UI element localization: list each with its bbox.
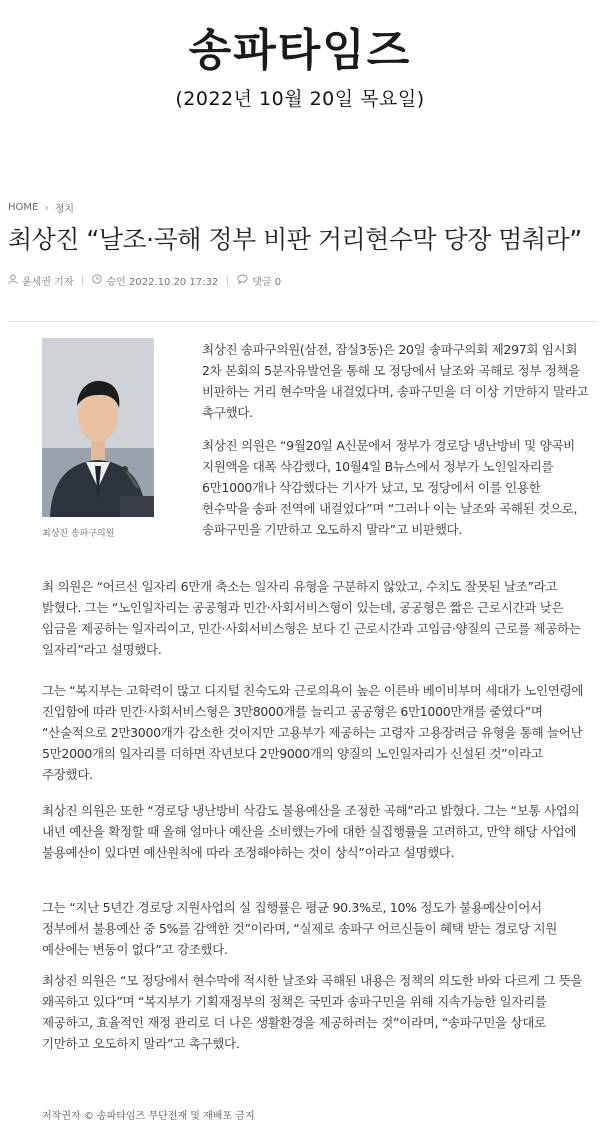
article-paragraph: 그는 “지난 5년간 경로당 지원사업의 실 집행률은 평균 90.3%로, 10% 정도가 불용예산이어서 정부에서 불용예산 중 5%를 감액한 것”이라며, “실제로 송파구 어르신들이 혜택 받는 경로당 지원 예산에는 변동이 없다”고 강조했다. [42,900,558,957]
article-photo [42,338,154,517]
approved-info [92,273,218,288]
article-paragraph: 최 의원은 “어르신 일자리 6만개 축소는 일자리 유형을 구분하지 않았고, 수치도 잘못된 날조”라고 밝혔다. 그는 “노인일자리는 공공형과 민간·사회서비스형이 있는데, 공공형은 짧은 근로시간과 낮은 임금을 제공하는 일자리이고, 민간·사회서비스형은 보다 긴 근로시간과 고임금·양질의 근로를 제공하는 일자리”라고 설명했다. [42,579,581,657]
breadcrumb-home[interactable]: HOME [8,202,39,213]
comment-icon [237,274,248,287]
breadcrumb-section[interactable]: 정치 [54,204,75,215]
article-paragraph: 최상진 의원은 “모 정당에서 현수막에 적시한 날조와 곡해된 내용은 정책의 의도한 바와 다르게 그 뜻을 왜곡하고 있다”며 “복지부가 기획재정부의 정책은 국민과 송파구민을 위해 지속가능한 일자리를 제공하고, 효율적인 재정 관리로 더 나은 생활환경을 제공하려는 것”이라며, “송파구민을 상대로 기만하고 오도하지 말라”고 촉구했다. [42,973,583,1051]
article-headline: 최상진 “날조·곡해 정부 비판 거리현수막 당장 멈춰라” [8,225,582,254]
comment-count[interactable]: 댓글 0 [252,277,282,288]
breadcrumb [8,200,74,215]
person-portrait-illustration [42,338,154,517]
copyright-notice: 저작권자 © 송파타임즈 무단전재 및 재배포 금지 [42,1111,255,1122]
meta-divider [82,276,83,286]
masthead [0,0,600,110]
article-paragraph: 최상진 송파구의원(삼전, 잠실3동)은 20일 송파구의회 제297회 임시회 2차 본회의 5분자유발언을 통해 모 정당에서 날조와 곡해로 정부 정책을 비판하는 거리 현수막을 내걸었다며, 송파구민을 더 이상 기만하지 말라고 촉구했다. [202,342,589,420]
approved-time: 승인 2022.10.20 17:32 [106,277,219,288]
clock-icon [92,274,102,287]
photo-caption: 최상진 송파구의원 [42,529,115,539]
comments-info[interactable] [237,273,281,288]
user-icon [8,274,18,287]
issue-date: (2022년 10월 20일 목요일) [175,88,425,110]
article-paragraph: 최상진 의원은 또한 “경로당 냉난방비 삭감도 불용예산을 조정한 곡해”라고 밝혔다. 그는 “보통 사업의 내년 예산을 확정할 때 올해 얼마나 예산을 소비했는가에 대한 실집행률을 고려하고, 만약 해당 사업에 불용예산이 있다면 예산원칙에 따라 조정해야하는 것이 상식”이라고 설명했다. [42,803,580,860]
meta-divider [227,276,228,286]
header-divider [8,321,598,322]
author-name[interactable]: 윤세권 기자 [22,277,74,288]
article-paragraph: 최상진 의원은 “9월20일 A신문에서 정부가 경로당 냉난방비 및 양곡비 지원액을 대폭 삭감했다, 10월4일 B뉴스에서 정부가 노인일자리를 6만1000개나 삭감했다는 기사가 났고, 모 정당에서 이를 인용한 현수막을 송파 전역에 내걸었다”며 “그러나 이는 날조와 곡해된 것으로, 송파구민을 기만하고 오도하지 말라”고 비판했다. [202,438,578,537]
site-logo[interactable]: 송파타임즈 [188,25,412,76]
article-meta [8,273,281,288]
author-info [8,273,73,288]
chevron-right-icon: › [44,201,49,214]
article-paragraph: 그는 “복지부는 고학력이 많고 디지털 친숙도와 근로의욕이 높은 이른바 베이비부머 세대가 노인연령에 진입함에 따라 민간·사회서비스형은 3만8000개를 늘리고 공공형은 6만1000만개를 줄였다”며 “산술적으로 2만3000개가 감소한 것이지만 고용부가 제공하는 고령자 고용장려금 유형을 통해 늘어난 5만2000개의 일자리를 더하면 작년보다 2만9000개의 양질의 노인일자리가 신설된 것”이라고 주장했다. [42,683,584,782]
